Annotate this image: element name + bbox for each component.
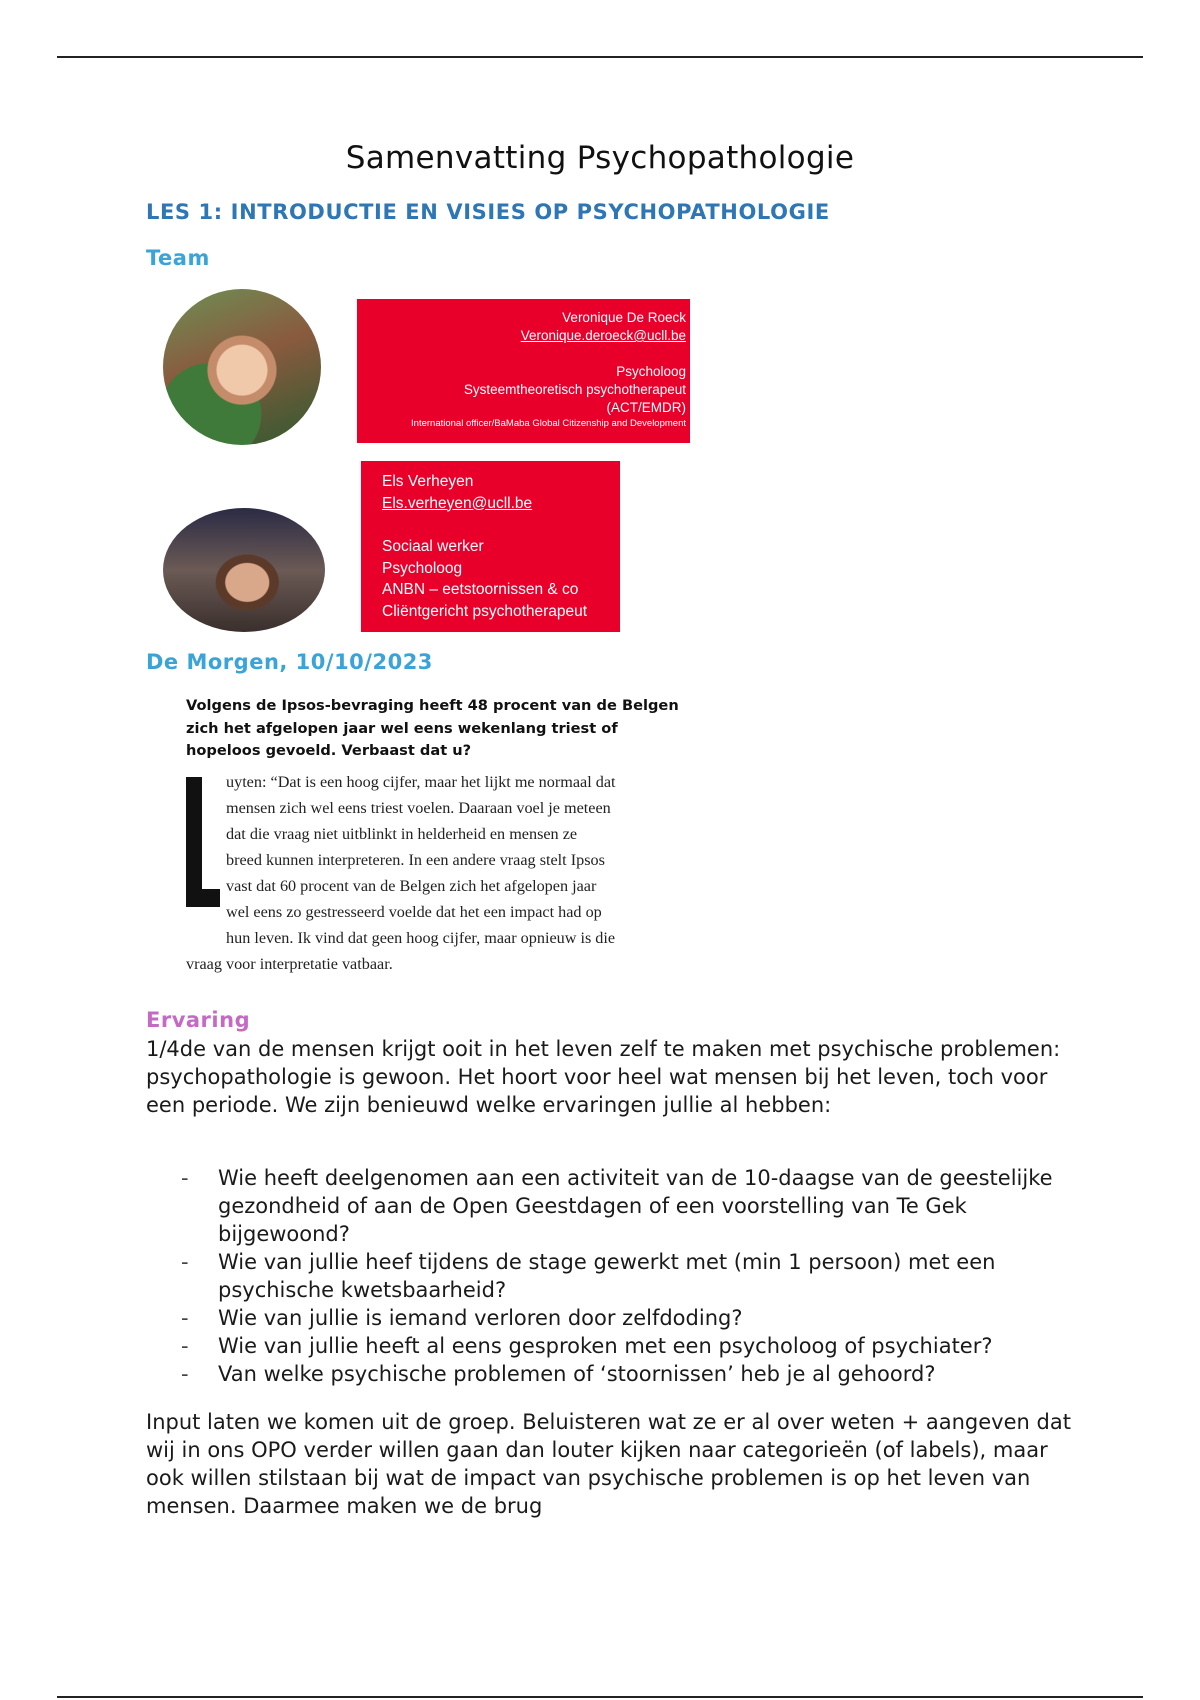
clipping-answer [186, 769, 706, 977]
morgen-heading: De Morgen, 10/10/2023 [146, 650, 433, 674]
ervaring-intro: 1/4de van de mensen krijgt ooit in het leven zelf te maken met psychische problemen: psychopathologie is gewoon. Het hoort voor heel wat mensen bij het leven, toch voor een periode. We zijn benieuwd welke ervaringen jullie al hebben: [146, 1037, 1061, 1117]
question-line: zich het afgelopen jaar wel eens wekenlang triest of [186, 719, 618, 737]
member-role: Sociaal werker [382, 538, 484, 555]
member-role: Systeemtheoretisch psychotherapeut [463, 382, 686, 397]
ervaring-heading: Ervaring [146, 1008, 251, 1032]
list-item-text: Van welke psychische problemen of ‘stoornissen’ heb je al gehoord? [218, 1362, 936, 1386]
answer-line: dat die vraag niet uitblinkt in helderheid en mensen ze [226, 824, 578, 843]
list-item [146, 1304, 1076, 1332]
photo-veronique [163, 289, 321, 445]
list-item-text: Wie heeft deelgenomen aan een activiteit van de 10-daagse van de geestelijke gezondheid of aan de Open Geestdagen of een voorstelling van Te Gek bijgewoond? [218, 1166, 1053, 1246]
question-line: hopeloos gevoeld. Verbaast dat u? [186, 742, 472, 759]
document-title: Samenvatting Psychopathologie [345, 140, 855, 176]
ervaring-outro: Input laten we komen uit de groep. Beluisteren wat ze er al over weten + aangeven dat wij in ons OPO verder willen gaan dan louter kijken naar categorieën (of labels), maar ook willen stilstaan bij wat de impact van psychische problemen is op het leven van mensen. Daarmee maken we de brug [146, 1410, 1071, 1518]
list-item [146, 1164, 1076, 1248]
question-line: Volgens de Ipsos-bevraging heeft 48 procent van de Belgen [186, 697, 679, 714]
member-role: (ACT/EMDR) [606, 400, 686, 415]
member-role: ANBN – eetstoornissen & co [382, 581, 579, 598]
member-name: Els Verheyen [382, 473, 474, 490]
dropcap-l [186, 777, 220, 907]
member-email[interactable]: Els.verheyen@ucll.be [382, 494, 533, 512]
answer-line: breed kunnen interpreteren. In een andere vraag stelt Ipsos [226, 850, 605, 869]
answer-line: uyten: “Dat is een hoog cijfer, maar het lijkt me normaal dat [226, 772, 616, 791]
answer-line: vast dat 60 procent van de Belgen zich het afgelopen jaar [226, 876, 597, 895]
clipping-question [186, 695, 706, 763]
team-card-els [361, 461, 620, 632]
answer-line: mensen zich wel eens triest voelen. Daaraan voel je meteen [226, 798, 611, 817]
team-heading: Team [146, 246, 210, 270]
list-item [146, 1248, 1076, 1304]
bullet-marker: - [181, 1306, 189, 1330]
answer-line: wel eens zo gestresseerd voelde dat het een impact had op [226, 902, 602, 921]
top-rule [57, 56, 1143, 58]
list-item [146, 1360, 1076, 1388]
list-item-text: Wie van jullie heeft al eens gesproken met een psycholoog of psychiater? [218, 1334, 993, 1358]
ervaring-questions [146, 1164, 1076, 1388]
member-name: Veronique De Roeck [562, 310, 686, 325]
member-role: International officer/BaMaba Global Citizenship and Development [411, 418, 686, 429]
answer-line: vraag voor interpretatie vatbaar. [186, 954, 393, 973]
newspaper-clipping [186, 695, 706, 977]
bullet-marker: - [181, 1250, 189, 1274]
member-role: Psycholoog [616, 364, 686, 379]
list-item-text: Wie van jullie is iemand verloren door zelfdoding? [218, 1306, 743, 1330]
photo-els [163, 508, 325, 632]
list-item-text: Wie van jullie heef tijdens de stage gewerkt met (min 1 persoon) met een psychische kwetsbaarheid? [218, 1250, 996, 1302]
team-card-veronique [357, 299, 690, 443]
member-role: Cliëntgericht psychotherapeut [382, 602, 588, 620]
chapter-heading: LES 1: INTRODUCTIE EN VISIES OP PSYCHOPATHOLOGIE [146, 200, 830, 224]
member-email[interactable]: Veronique.deroeck@ucll.be [520, 328, 686, 343]
bottom-rule [57, 1696, 1143, 1698]
member-role: Psycholoog [382, 559, 463, 577]
answer-line: hun leven. Ik vind dat geen hoog cijfer, maar opnieuw is die [226, 928, 616, 947]
bullet-marker: - [181, 1166, 189, 1190]
list-item [146, 1332, 1076, 1360]
bullet-marker: - [181, 1362, 189, 1386]
bullet-marker: - [181, 1334, 189, 1358]
